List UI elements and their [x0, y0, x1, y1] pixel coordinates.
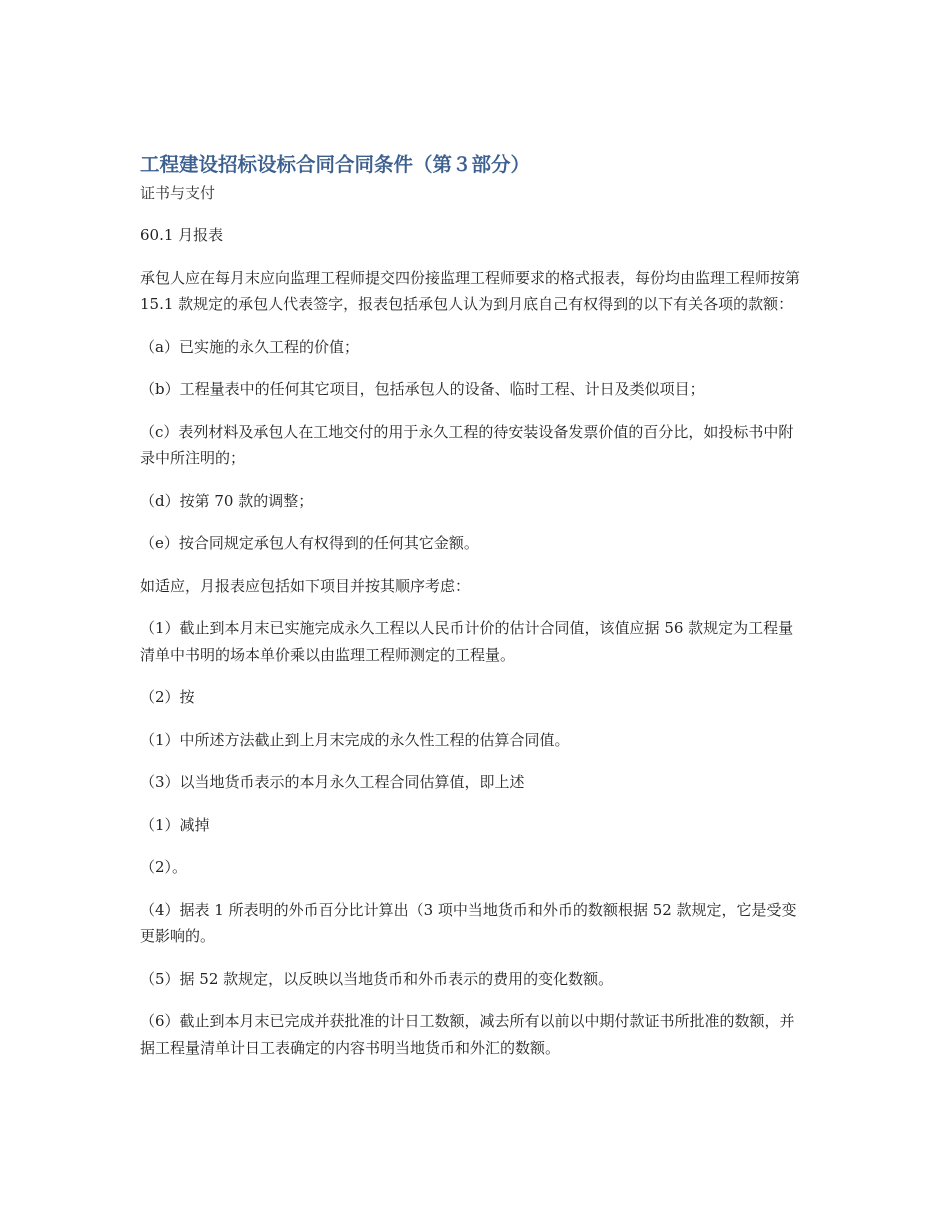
- list-item-a: （a）已实施的永久工程的价值；: [140, 337, 359, 356]
- numbered-item-3: （3）以当地货币表示的本月永久工程合同估算值，即上述: [140, 773, 525, 791]
- intro-paragraph: 承包人应在每月末应向监理工程师提交四份接监理工程师要求的格式报表，每份均由监理工程师按第 15.1 款规定的承包人代表签字，报表包括承包人认为到月底自己有权得到的以下有关各项的款额：: [140, 268, 801, 313]
- list-item-c: （c）表列材料及承包人在工地交付的用于永久工程的待安装设备发票价值的百分比，如投标书中附录中所注明的；: [140, 422, 794, 467]
- numbered-item-6: （6）截止到本月末已完成并获批准的计日工数额，减去所有以前以中期付款证书所批准的数额，并据工程量清单计日工表确定的内容书明当地货币和外汇的数额。: [140, 1012, 795, 1057]
- section-heading-60-1: 60.1 月报表: [140, 226, 224, 244]
- order-intro-paragraph: 如适应，月报表应包括如下项目并按其顺序考虑：: [140, 576, 471, 595]
- document-title: 工程建设招标设标合同合同条件（第３部分）: [140, 153, 531, 176]
- document-page: [140, 150, 808, 1077]
- numbered-item-1-cont: （1）中所述方法截止到上月末完成的永久性工程的估算合同值。: [140, 730, 570, 749]
- numbered-item-1-minus: （1）减掉: [140, 815, 210, 834]
- document-subtitle: 证书与支付: [140, 184, 216, 202]
- numbered-item-2-end: （2）。: [140, 858, 188, 876]
- list-item-d: （d）按第 70 款的调整；: [140, 491, 314, 510]
- list-item-b: （b）工程量表中的任何其它项目，包括承包人的设备、临时工程、计日及类似项目；: [140, 380, 705, 398]
- list-item-e: （e）按合同规定承包人有权得到的任何其它金额。: [140, 534, 479, 552]
- numbered-item-2: （2）按: [140, 688, 195, 706]
- numbered-item-1: （1）截止到本月末已实施完成永久工程以人民币计价的估计合同值，该值应据 56 款规定为工程量清单中书明的场本单价乘以由监理工程师测定的工程量。: [140, 619, 794, 664]
- numbered-item-5: （5）据 52 款规定，以反映以当地货币和外币表示的费用的变化数额。: [140, 969, 614, 988]
- numbered-item-4: （4）据表 1 所表明的外币百分比计算出（3 项中当地货币和外币的数额根据 52 款规定，它是受变更影响的。: [140, 900, 797, 945]
